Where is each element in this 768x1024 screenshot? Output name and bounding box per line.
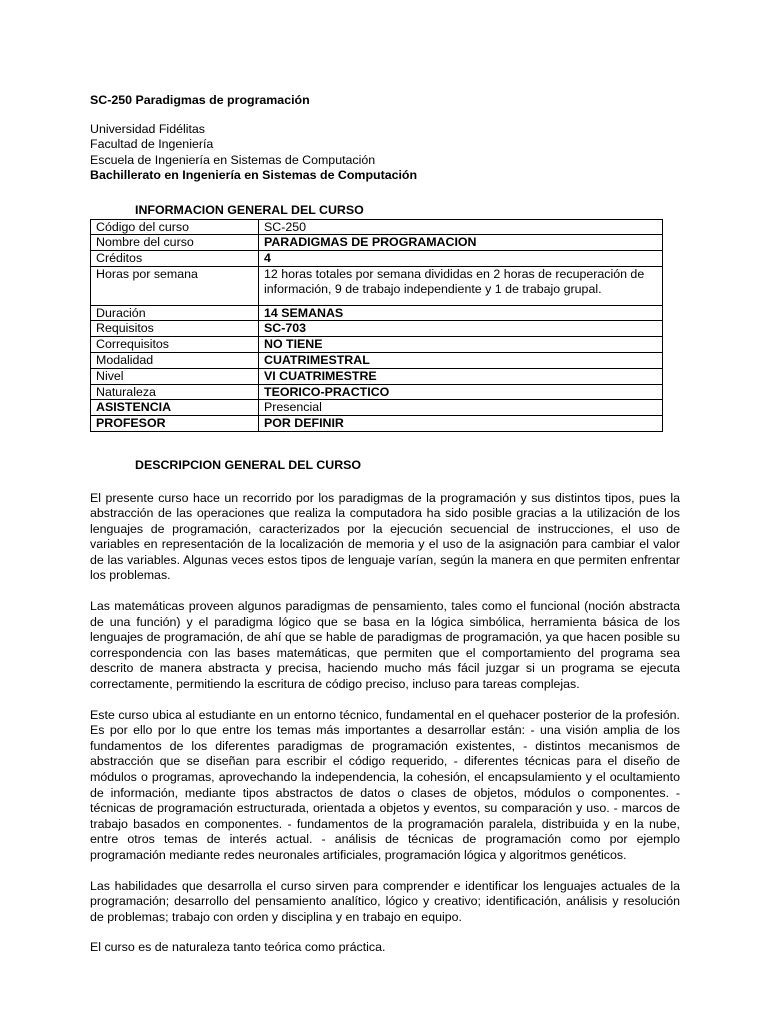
row-label: Modalidad — [91, 352, 259, 368]
table-row — [91, 416, 663, 432]
description-paragraph: Este curso ubica al estudiante en un entorno técnico, fundamental en el quehacer posterior de la profesión. Es por ello por lo que entre los temas más importantes a desarrollar están: - una visión amplia de los fundamentos de los diferentes paradigmas de programación existentes, - distintos mecanismos de abstracción que se diseñan para escribir el código requerido, - diferentes técnicas para el diseño de módulos o programas, aprovechando la independencia, la cohesión, el encapsulamiento y el ocultamiento de información, mediante tipos abstractos de datos o clases de objetos, módulos o componentes. - técnicas de programación estructurada, orientada a objetos y eventos, su comparación y uso. - marcos de trabajo basados en componentes. - fundamentos de la programación paralela, distribuida y en la nube, entre otros temas de interés actual. - análisis de técnicas de programación como por ejemplo programación mediante redes neuronales artificiales, programación lógica y algoritmos genéticos. — [90, 707, 680, 862]
row-value: NO TIENE — [259, 337, 663, 353]
table-row — [91, 384, 663, 400]
table-row — [91, 235, 663, 251]
row-value: VI CUATRIMESTRE — [259, 368, 663, 384]
row-value: PARADIGMAS DE PROGRAMACION — [259, 235, 663, 251]
description-body — [90, 491, 680, 956]
table-row — [91, 251, 663, 267]
document-content — [90, 93, 680, 971]
description-paragraph: El curso es de naturaleza tanto teórica como práctica. — [90, 940, 386, 955]
row-label: ASISTENCIA — [91, 400, 259, 416]
faculty-name: Facultad de Ingeniería — [90, 137, 214, 152]
table-row — [91, 266, 663, 305]
table-row — [91, 305, 663, 321]
row-label: Horas por semana — [91, 266, 259, 305]
course-info-table — [90, 219, 663, 432]
row-label: PROFESOR — [91, 416, 259, 432]
row-value: SC-250 — [259, 219, 663, 235]
row-label: Naturaleza — [91, 384, 259, 400]
row-label: Correquisitos — [91, 337, 259, 353]
table-row — [91, 337, 663, 353]
row-label: Requisitos — [91, 321, 259, 337]
row-label: Nivel — [91, 368, 259, 384]
university-name: Universidad Fidélitas — [90, 121, 206, 136]
school-name: Escuela de Ingeniería en Sistemas de Computación — [90, 152, 376, 167]
row-value: 14 SEMANAS — [259, 305, 663, 321]
table-row — [91, 400, 663, 416]
row-label: Nombre del curso — [91, 235, 259, 251]
description-paragraph: Las habilidades que desarrolla el curso sirven para comprender e identificar los lenguajes actuales de la programación; desarrollo del pensamiento analítico, lógico y creativo; identificación, análisis y resolución de problemas; trabajo con orden y disciplina y en trabajo en equipo. — [90, 878, 680, 924]
row-value: TEORICO-PRACTICO — [259, 384, 663, 400]
description-paragraph: Las matemáticas proveen algunos paradigmas de pensamiento, tales como el funcional (noción abstracta de una función) y el paradigma lógico que se basa en la lógica simbólica, herramienta básica de los lenguajes de programación, de ahí que se hable de paradigmas de programación, ya que hacen posible su correspondencia con las bases matemáticas, que permiten que el comportamiento del programa sea descrito de manera abstracta y precisa, haciendo mucho más fácil juzgar si un programa se ejecuta correctamente, permitiendo la escritura de código preciso, incluso para tareas complejas. — [90, 599, 680, 692]
row-value: SC-703 — [259, 321, 663, 337]
row-label: Código del curso — [91, 219, 259, 235]
description-paragraph: El presente curso hace un recorrido por los paradigmas de la programación y sus distintos tipos, pues la abstracción de las operaciones que realiza la computadora ha sido posible gracias a la utilización de los lenguajes de programación, caracterizados por la ejecución secuencial de instrucciones, el uso de variables en representación de la localización de memoria y el uso de la asignación para cambiar el valor de las variables. Algunas veces estos tipos de lenguaje varían, según la manera en que permiten enfrentar los problemas. — [90, 490, 680, 583]
row-label: Créditos — [91, 251, 259, 267]
table-row — [91, 321, 663, 337]
program-name: Bachillerato en Ingeniería en Sistemas de Computación — [90, 168, 418, 183]
table-row — [91, 219, 663, 235]
description-section-title: DESCRIPCION GENERAL DEL CURSO — [135, 457, 362, 472]
row-label: Duración — [91, 305, 259, 321]
row-value: Presencial — [259, 400, 663, 416]
row-value: 4 — [259, 251, 663, 267]
document-title: SC-250 Paradigmas de programación — [90, 93, 310, 107]
table-row — [91, 352, 663, 368]
row-value: CUATRIMESTRAL — [259, 352, 663, 368]
row-value: 12 horas totales por semana divididas en 2 horas de recuperación de información, 9 de trabajo independiente y 1 de trabajo grupal. — [259, 266, 663, 305]
institution-block — [90, 122, 680, 184]
table-row — [91, 368, 663, 384]
info-section-title: INFORMACION GENERAL DEL CURSO — [135, 202, 364, 217]
row-value: POR DEFINIR — [259, 416, 663, 432]
